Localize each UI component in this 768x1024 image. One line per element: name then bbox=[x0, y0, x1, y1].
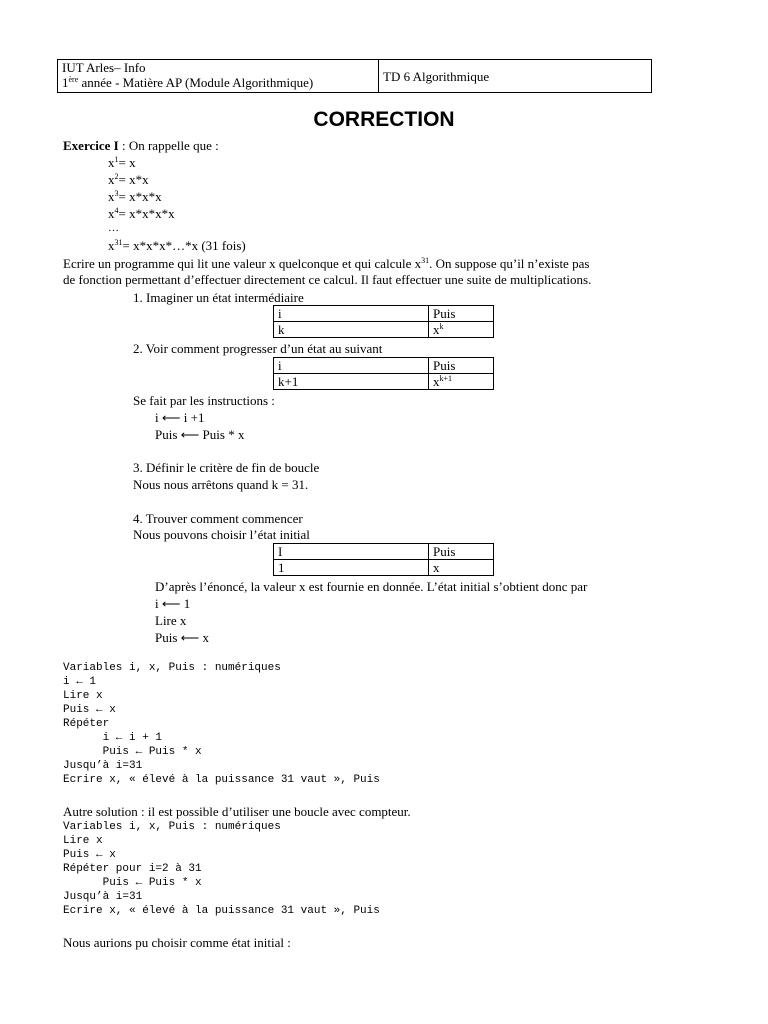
given-data: D’après l’énoncé, la valeur x est fournie en donnée. L’état initial s’obtient donc par bbox=[155, 579, 588, 594]
statement-exp: 31 bbox=[421, 256, 430, 265]
cell-exp: k+1 bbox=[439, 374, 453, 383]
code-block-2 bbox=[63, 820, 380, 918]
state-table-2 bbox=[273, 357, 494, 390]
header-table bbox=[57, 59, 652, 93]
code-line: Puis ← Puis * x bbox=[63, 877, 202, 889]
code-line: Jusqu’à i=31 bbox=[63, 760, 143, 772]
power-exp: 3 bbox=[114, 189, 119, 198]
power-exp: 31 bbox=[114, 238, 123, 247]
header-td: TD 6 Algorithmique bbox=[383, 68, 490, 84]
code-line: Variables i, x, Puis : numériques bbox=[63, 821, 281, 833]
exercise-heading bbox=[63, 138, 219, 153]
code-line: i ← 1 bbox=[63, 676, 97, 688]
cell-base: x bbox=[433, 322, 440, 337]
cell bbox=[429, 374, 494, 390]
code-line: Puis ← x bbox=[63, 849, 116, 861]
init-1: i ⟵ 1 bbox=[155, 596, 191, 611]
cell-exp: k bbox=[439, 322, 444, 331]
code-line: Variables i, x, Puis : numériques bbox=[63, 662, 281, 674]
power-rhs: = x*x*x*…*x (31 fois) bbox=[122, 238, 246, 253]
code-line: i ← i + 1 bbox=[63, 732, 163, 744]
power-rhs: = x*x bbox=[118, 172, 149, 187]
state-table-1 bbox=[273, 305, 494, 338]
power-rhs: = x bbox=[118, 155, 136, 170]
header-year: 1ère année - Matière AP (Module Algorithmique) bbox=[62, 75, 314, 90]
cell: 1 bbox=[274, 560, 429, 576]
power-ellipsis: … bbox=[108, 222, 119, 234]
code-line: Répéter bbox=[63, 718, 110, 730]
power-line-3: $x^3= x*x*x$ bbox=[108, 189, 162, 204]
power-line-2: $x^2= x*x$ bbox=[108, 172, 149, 187]
header-left-cell bbox=[58, 60, 379, 93]
power-rhs: = x*x*x bbox=[118, 189, 162, 204]
code-line: Jusqu’à i=31 bbox=[63, 891, 143, 903]
power-exp: 1 bbox=[114, 155, 119, 164]
alternative-intro: Autre solution : il est possible d’utiliser une boucle avec compteur. bbox=[63, 804, 411, 819]
power-exp: 2 bbox=[114, 172, 119, 181]
page-title: CORRECTION bbox=[313, 108, 455, 131]
cell: x bbox=[429, 560, 494, 576]
closing-text: Nous aurions pu choisir comme état initial : bbox=[63, 935, 291, 950]
cell-base: x bbox=[433, 374, 440, 389]
code-line: Ecrire x, « élevé à la puissance 31 vaut », Puis bbox=[63, 774, 380, 786]
choose-initial: Nous pouvons choisir l’état initial bbox=[133, 527, 310, 542]
instruction-2: Puis ⟵ Puis * x bbox=[155, 427, 245, 442]
cell: Puis bbox=[429, 306, 494, 322]
instructions-intro: Se fait par les instructions : bbox=[133, 393, 275, 408]
code-line: Ecrire x, « élevé à la puissance 31 vaut », Puis bbox=[63, 905, 380, 917]
cell: I bbox=[274, 544, 429, 560]
power-line-1: $x^1= x$ bbox=[108, 155, 136, 170]
statement-line-1 bbox=[63, 256, 589, 271]
code-line: Puis ← Puis * x bbox=[63, 746, 202, 758]
statement-text: . On suppose qu’il n’existe pas bbox=[429, 256, 590, 271]
cell: k bbox=[274, 322, 429, 338]
header-school: IUT Arles– Info bbox=[62, 60, 146, 75]
init-3: Puis ⟵ x bbox=[155, 630, 210, 645]
header-year-sup: ère bbox=[68, 75, 79, 84]
code-line: Répéter pour i=2 à 31 bbox=[63, 863, 202, 875]
stop-criterion: Nous nous arrêtons quand k = 31. bbox=[133, 477, 309, 492]
exercise-label: Exercice I bbox=[63, 138, 119, 153]
instruction-1: i ⟵ i +1 bbox=[155, 410, 205, 425]
power-line-4: $x^4= x*x*x*x$ bbox=[108, 206, 175, 221]
power-exp: 4 bbox=[114, 206, 119, 215]
state-table-3 bbox=[273, 543, 494, 576]
init-2: Lire x bbox=[155, 613, 187, 628]
cell: Puis bbox=[429, 358, 494, 374]
step-3: 3. Définir le critère de fin de boucle bbox=[133, 460, 320, 475]
exercise-intro: : On rappelle que : bbox=[118, 138, 219, 153]
step-2: 2. Voir comment progresser d’un état au suivant bbox=[133, 341, 383, 356]
cell: i bbox=[274, 358, 429, 374]
cell: k+1 bbox=[274, 374, 429, 390]
code-line: Puis ← x bbox=[63, 704, 116, 716]
statement-text: Ecrire un programme qui lit une valeur x quelconque et qui calcule x bbox=[63, 256, 422, 271]
statement-line-2: de fonction permettant d’effectuer directement ce calcul. Il faut effectuer une suite de multiplications. bbox=[63, 272, 592, 287]
header-right-cell bbox=[379, 60, 652, 93]
cell: Puis bbox=[429, 544, 494, 560]
step-4: 4. Trouver comment commencer bbox=[133, 511, 303, 526]
cell: i bbox=[274, 306, 429, 322]
cell bbox=[429, 322, 494, 338]
power-rhs: = x*x*x*x bbox=[118, 206, 175, 221]
power-line-31: $x^{31}=$ x*x*x*…*x (31 fois) bbox=[108, 238, 246, 253]
header-year-rest: année - Matière AP (Module Algorithmique) bbox=[78, 75, 314, 90]
code-block-1 bbox=[63, 661, 380, 787]
code-line: Lire x bbox=[63, 690, 103, 702]
code-line: Lire x bbox=[63, 835, 103, 847]
step-1: 1. Imaginer un état intermédiaire bbox=[133, 290, 304, 305]
